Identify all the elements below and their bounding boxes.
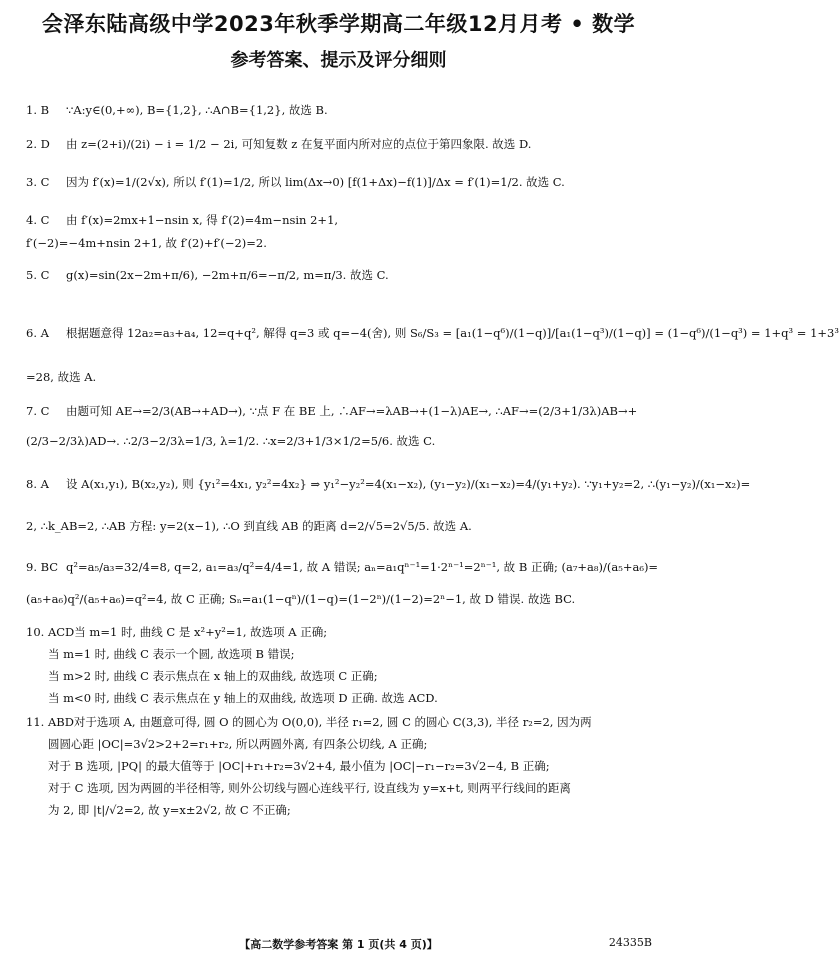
footer-code: 24335B [608, 936, 652, 949]
answer-line [26, 325, 839, 341]
answer-line [26, 369, 656, 385]
answer-text: 设 A(x₁,y₁), B(x₂,y₂), 则 {y₁²=4x₁, y₂²=4x₂} ⇒ y₁²−y₂²=4(x₁−x₂), (y₁−y₂)/(x₁−x₂)=4/(y₁+y₂). ∵y₁+y₂=2, ∴(y₁−y₂)/(x₁−x₂)= [66, 477, 751, 491]
answer-number: 2. D [26, 137, 50, 151]
answer-number: 7. C [26, 404, 50, 418]
answer-text: ∵A:y∈(0,+∞), B={1,2}, ∴A∩B={1,2}, 故选 B. [66, 103, 328, 117]
answer-text: q²=a₅/a₃=32/4=8, q=2, a₁=a₃/q²=4/4=1, 故 A 错误; aₙ=a₁qⁿ⁻¹=1·2ⁿ⁻¹=2ⁿ⁻¹, 故 B 正确; (a₇+a₈)/(a₅+a₆)= [66, 560, 659, 574]
answer-number: 4. C [26, 213, 50, 227]
answer-text: 当 m<0 时, 曲线 C 表示焦点在 y 轴上的双曲线, 故选项 D 正确. 故选 ACD. [48, 691, 438, 705]
answer-line [26, 559, 659, 575]
answer-line [26, 267, 656, 283]
footer-page-info: 【高二数学参考答案 第 1 页(共 4 页)】 [239, 938, 438, 951]
answer-number: 9. BC [26, 560, 59, 574]
answer-text: g(x)=sin(2x−2m+π/6), −2m+π/6=−π/2, m=π/3. 故选 C. [66, 268, 389, 282]
answer-line [26, 235, 656, 251]
answer-number: 8. A [26, 477, 49, 491]
answer-number: 10. ACD [26, 625, 75, 639]
answer-text: (2/3−2/3λ)AD→. ∴2/3−2/3λ=1/3, λ=1/2. ∴x=2/3+1/3×1/2=5/6. 故选 C. [26, 434, 436, 448]
answer-number: 5. C [26, 268, 50, 282]
answer-number: 1. B [26, 103, 50, 117]
answer-line [26, 758, 656, 774]
answer-line [26, 646, 656, 662]
answer-line [26, 714, 656, 730]
answer-line [26, 668, 656, 684]
answer-number: 6. A [26, 326, 49, 340]
page-footer [0, 936, 677, 952]
answer-line [26, 624, 656, 640]
answer-number: 3. C [26, 175, 50, 189]
answer-line [26, 136, 656, 152]
answer-line [26, 780, 656, 796]
answer-line [26, 476, 751, 492]
page-subtitle: 参考答案、提示及评分细则 [230, 50, 447, 71]
answer-text: f′(−2)=−4m+nsin 2+1, 故 f′(2)+f′(−2)=2. [26, 236, 267, 250]
answer-text: 由 z=(2+i)/(2i) − i = 1/2 − 2i, 可知复数 z 在复平面内所对应的点位于第四象限. 故选 D. [66, 137, 532, 151]
answer-line [26, 591, 656, 607]
answer-text: 圆圆心距 |OC|=3√2>2+2=r₁+r₂, 所以两圆外离, 有四条公切线, A 正确; [48, 737, 428, 751]
page-title: 会泽东陆高级中学2023年秋季学期高二年级12月月考 • 数学 [41, 12, 636, 36]
answer-line [26, 690, 656, 706]
answer-line [26, 433, 656, 449]
answer-number: 11. ABD [26, 715, 74, 729]
answer-text: 为 2, 即 |t|/√2=2, 故 y=x±2√2, 故 C 不正确; [48, 803, 291, 817]
answer-line [26, 802, 656, 818]
answer-line [26, 403, 656, 419]
answer-text: 当 m>2 时, 曲线 C 表示焦点在 x 轴上的双曲线, 故选项 C 正确; [48, 669, 378, 683]
answer-line [26, 174, 656, 190]
answer-line [26, 736, 656, 752]
answer-text: 2, ∴k_AB=2, ∴AB 方程: y=2(x−1), ∴O 到直线 AB 的距离 d=2/√5=2√5/5. 故选 A. [26, 519, 472, 533]
answer-text: =28, 故选 A. [26, 370, 97, 384]
answer-text: 对于选项 A, 由题意可得, 圆 O 的圆心为 O(0,0), 半径 r₁=2, 圆 C 的圆心 C(3,3), 半径 r₂=2, 因为两 [73, 715, 592, 729]
answer-text: 对于 C 选项, 因为两圆的半径相等, 则外公切线与圆心连线平行, 设直线为 y=x+t, 则两平行线间的距离 [48, 781, 571, 795]
answer-list [26, 102, 839, 818]
answer-text: 对于 B 选项, |PQ| 的最大值等于 |OC|+r₁+r₂=3√2+4, 最小值为 |OC|−r₁−r₂=3√2−4, B 正确; [48, 759, 550, 773]
answer-text: 由题可知 AE→=2/3(AB→+AD→), ∵点 F 在 BE 上, ∴AF→=λAB→+(1−λ)AE→, ∴AF→=(2/3+1/3λ)AB→+ [66, 404, 638, 418]
answer-text: 由 f′(x)=2mx+1−nsin x, 得 f′(2)=4m−nsin 2+1, [66, 213, 339, 227]
answer-text: 因为 f′(x)=1/(2√x), 所以 f′(1)=1/2, 所以 lim(Δx→0) [f(1+Δx)−f(1)]/Δx = f′(1)=1/2. 故选 C. [66, 175, 565, 189]
answer-line [26, 212, 656, 228]
answer-text: 当 m=1 时, 曲线 C 是 x²+y²=1, 故选项 A 正确; [74, 625, 328, 639]
answer-line [26, 518, 656, 534]
answer-text: 根据题意得 12a₂=a₃+a₄, 12=q+q², 解得 q=3 或 q=−4(舍), 则 S₆/S₃ = [a₁(1−q⁶)/(1−q)]/[a₁(1−q³)/(1−q)] = (1−q⁶)/(1−q³) = 1+q³ = 1+3³ [66, 326, 839, 340]
answer-line [26, 102, 656, 118]
answer-text: 当 m=1 时, 曲线 C 表示一个圆, 故选项 B 错误; [48, 647, 295, 661]
answer-text: (a₅+a₆)q²/(a₅+a₆)=q²=4, 故 C 正确; Sₙ=a₁(1−qⁿ)/(1−q)=(1−2ⁿ)/(1−2)=2ⁿ−1, 故 D 错误. 故选 BC. [26, 592, 576, 606]
